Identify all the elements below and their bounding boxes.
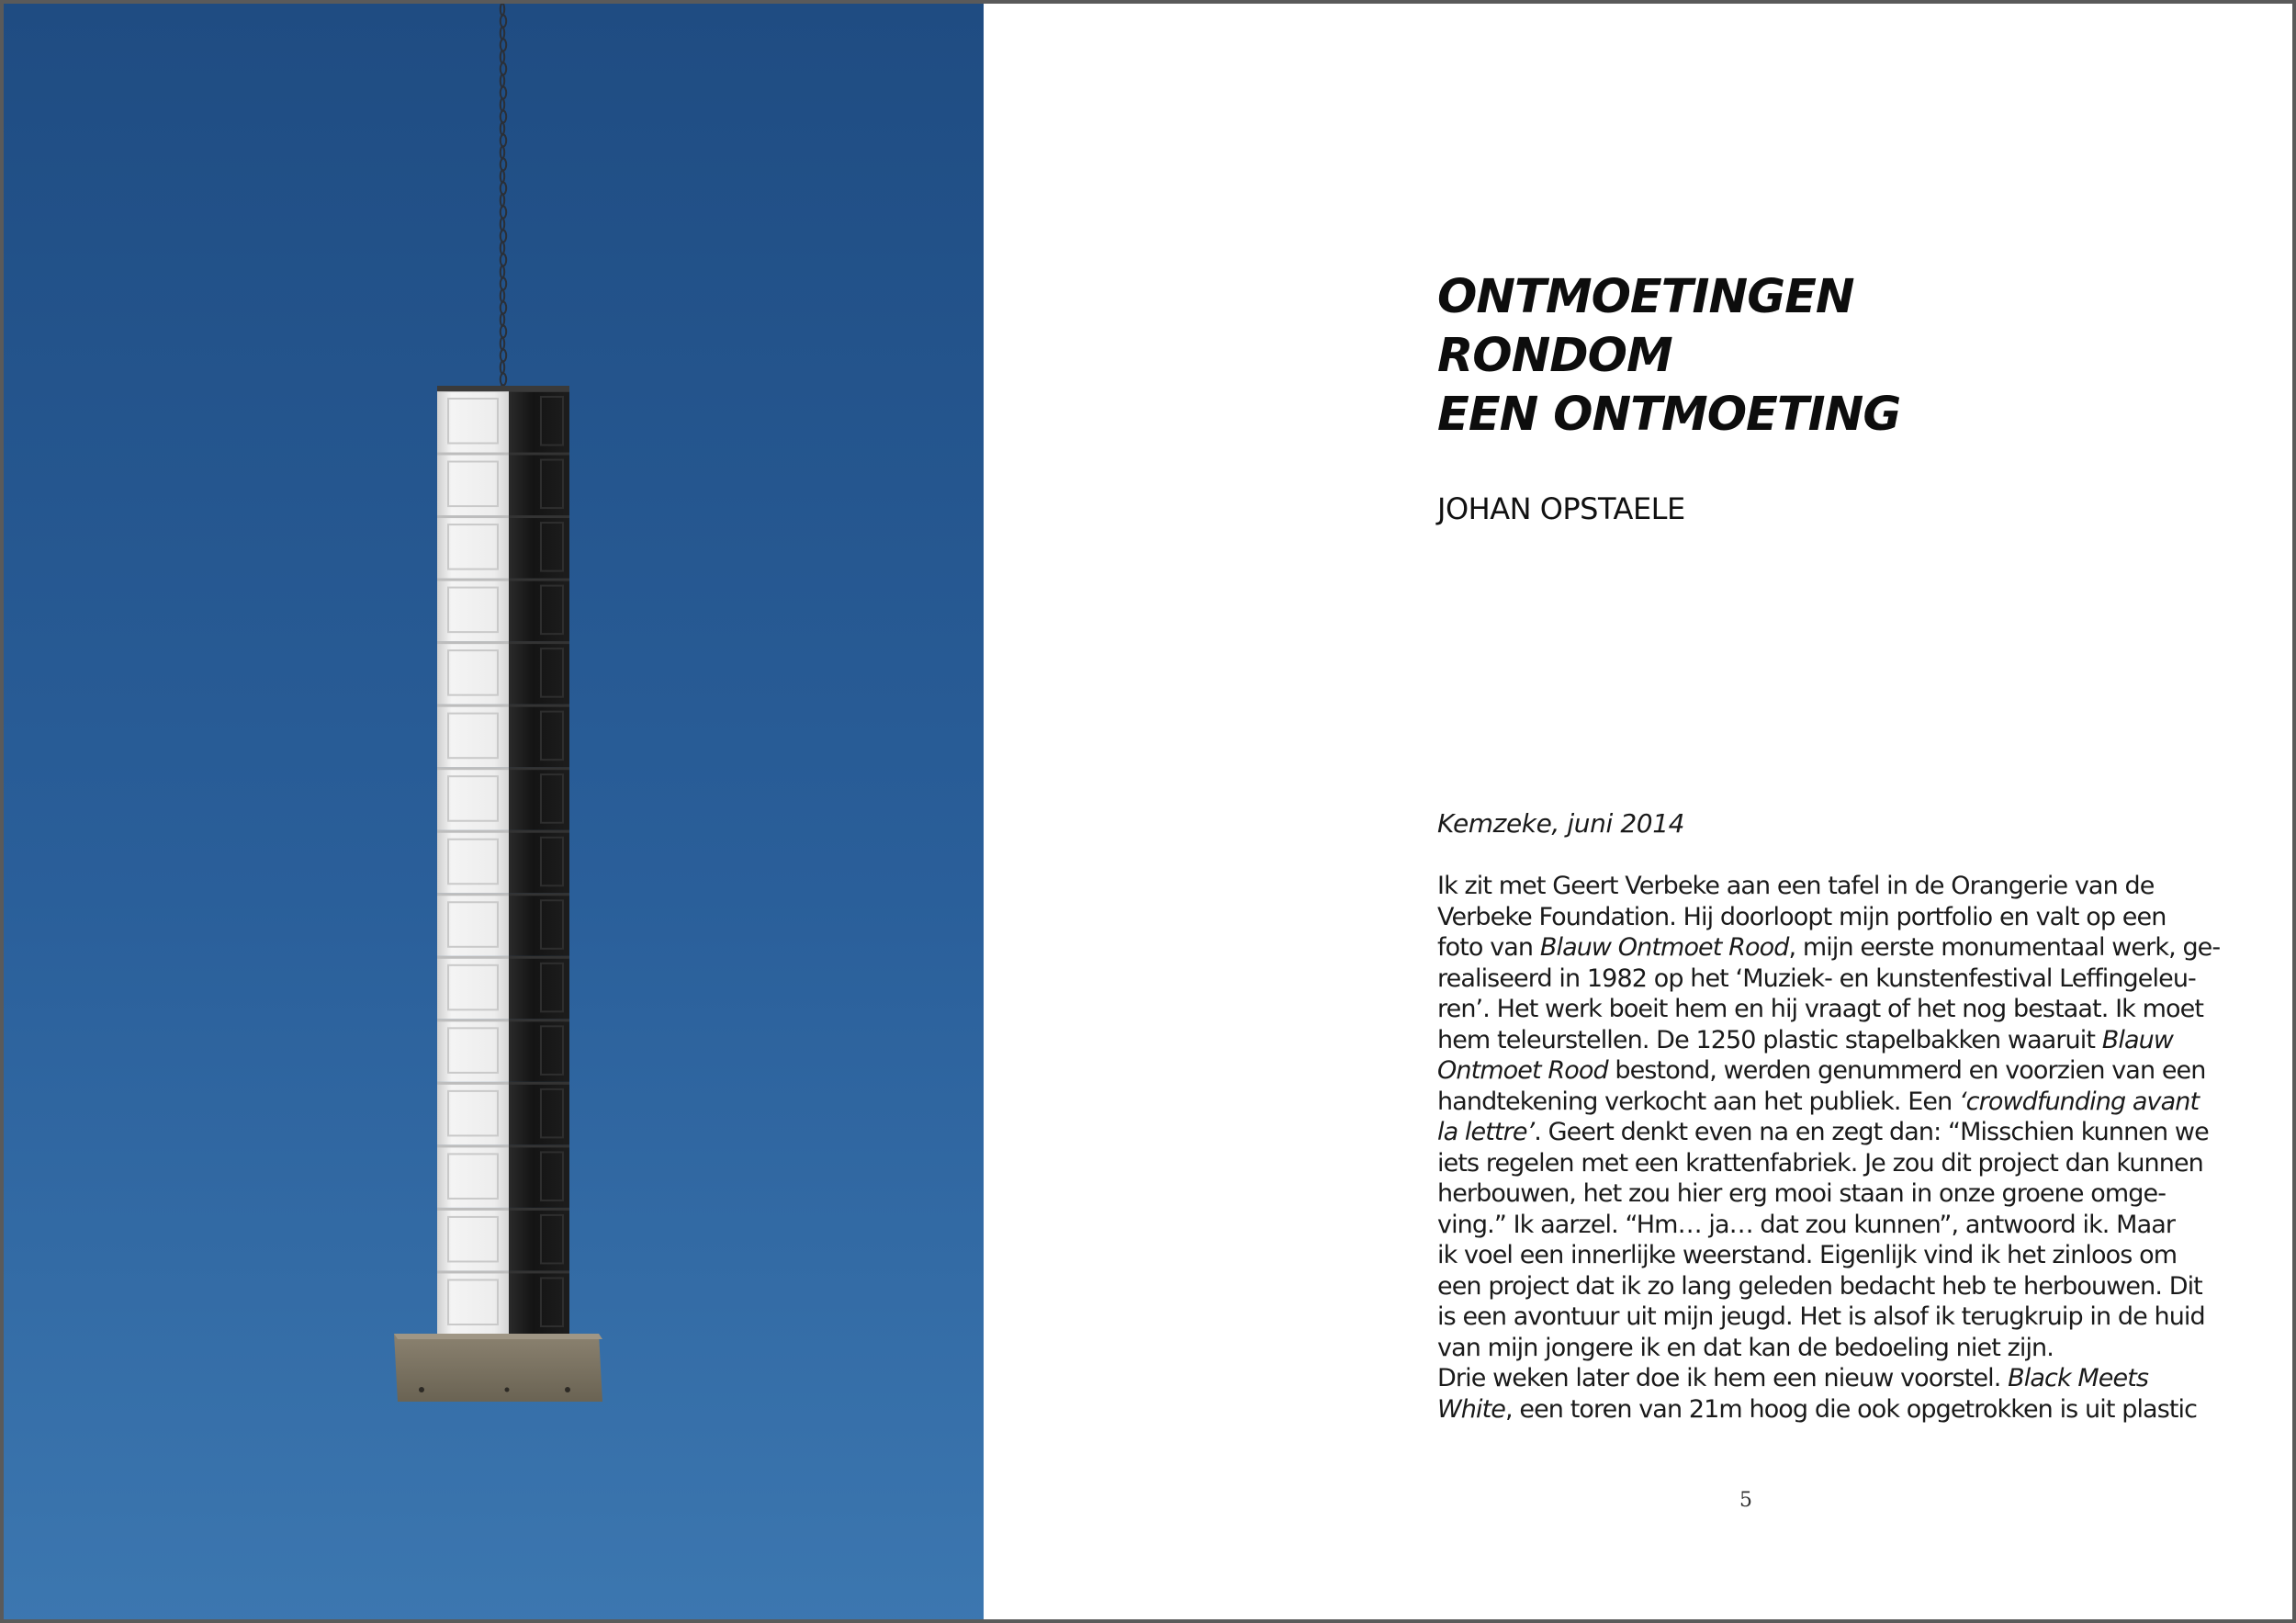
body-text-run: ren’. Het werk boeit hem en hij vraagt of het nog bestaat. Ik moet [1437, 995, 2203, 1023]
photo-page [4, 4, 984, 1623]
body-line [1437, 1240, 2178, 1271]
body-text-run: een project dat ik zo lang geleden bedacht heb te herbouwen. Dit [1437, 1271, 2202, 1301]
body-text-run: herbouwen, het zou hier erg mooi staan in onze groene omge- [1437, 1179, 2167, 1208]
body-text-run: ving.” Ik aarzel. “Hm… ja… dat zou kunnen”, antwoord ik. Maar [1437, 1210, 2176, 1239]
dateline: Kemzeke, juni 2014 [1437, 808, 1685, 839]
italic-title-reference: Ontmoet Rood [1437, 1056, 1608, 1085]
body-line [1437, 871, 2155, 902]
author-name: JOHAN OPSTAELE [1437, 491, 1685, 526]
article-title [1437, 268, 1900, 445]
crate-tower [437, 386, 569, 1334]
italic-title-reference: Blauw [2101, 1025, 2174, 1054]
title-line: ONTMOETINGEN [1437, 270, 1854, 324]
italic-title-reference: Black Meets [2008, 1364, 2149, 1392]
title-line: EEN ONTMOETING [1437, 388, 1901, 442]
body-text-run: foto van [1437, 933, 1540, 962]
body-text-run: bestond, werden genummerd en voorzien van een [1607, 1056, 2206, 1085]
italic-title-reference: la lettre’ [1437, 1118, 1535, 1146]
body-line [1437, 1333, 2135, 1364]
italic-title-reference: White [1437, 1394, 1506, 1424]
body-text-run: handtekening verkocht aan het publiek. Een [1437, 1087, 1959, 1116]
body-text-run: Drie weken later doe ik hem een nieuw voorstel. [1437, 1364, 2009, 1392]
body-text-run: realiseerd in 1982 op het ‘Muziek- en kunstenfestival Leffingeleu- [1437, 964, 2196, 993]
body-line [1437, 902, 2167, 933]
body-text-run: iets regelen met een krattenfabriek. Je zou dit project dan kunnen [1437, 1148, 2203, 1178]
body-text-run: , een toren van 21m hoog die ook opgetrokken is uit plastic [1505, 1394, 2198, 1424]
title-line: RONDOM [1437, 329, 1672, 383]
body-line [1437, 1363, 2149, 1394]
text-page [984, 4, 2296, 1623]
body-line [1437, 1210, 2176, 1241]
body-line [1437, 1271, 2202, 1302]
body-text-run: Verbeke Foundation. Hij doorloopt mijn portfolio en valt op een [1437, 902, 2167, 931]
tower-photo [4, 4, 984, 1623]
body-line [1437, 1302, 2205, 1333]
body-line [1437, 1394, 2198, 1426]
page-number: 5 [1739, 1489, 1752, 1512]
body-line [1437, 964, 2196, 995]
body-text-run: van mijn jongere ik en dat kan de bedoeling niet zijn. [1437, 1333, 2054, 1362]
base-board [394, 1334, 602, 1402]
body-line [1437, 1055, 2206, 1087]
italic-title-reference: Blauw Ontmoet Rood [1539, 933, 1789, 962]
body-text-run: , mijn eerste monumentaal werk, ge- [1788, 933, 2221, 962]
italic-title-reference: ‘crowdfunding avant [1959, 1087, 2200, 1116]
body-text-run: Ik zit met Geert Verbeke aan een tafel in de Orangerie van de [1437, 872, 2155, 900]
body-line [1437, 1025, 2174, 1056]
body-line [1437, 1117, 2209, 1148]
body-text-run: hem teleurstellen. De 1250 plastic stapelbakken waaruit [1437, 1025, 2102, 1054]
body-text-run: . Geert denkt even na en zegt dan: “Misschien kunnen we [1534, 1118, 2209, 1146]
body-line [1437, 994, 2203, 1025]
body-line [1437, 1087, 2200, 1118]
body-line [1437, 1178, 2167, 1210]
body-line [1437, 932, 2221, 964]
body-line [1437, 1148, 2203, 1179]
body-text [1437, 871, 2221, 1425]
body-text-run: is een avontuur uit mijn jeugd. Het is alsof ik terugkruip in de huid [1437, 1302, 2205, 1331]
body-text-run: ik voel een innerlijke weerstand. Eigenlijk vind ik het zinloos om [1437, 1241, 2178, 1269]
